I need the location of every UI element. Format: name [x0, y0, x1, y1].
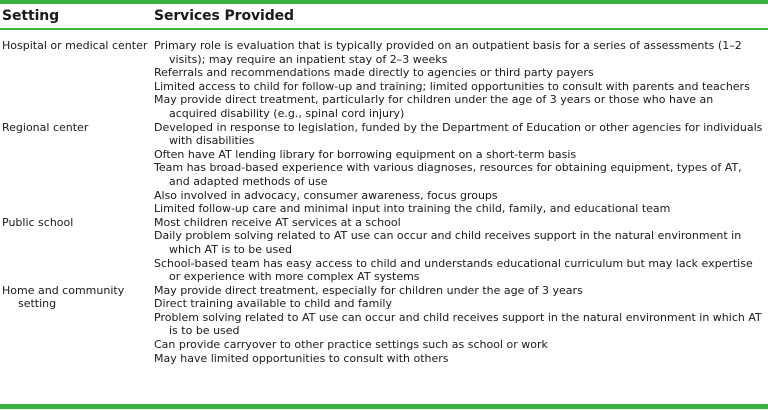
bottom-rule [0, 404, 768, 409]
service-item: Limited follow-up care and minimal input into training the child, family, and educational team [154, 202, 671, 216]
service-item: Developed in response to legislation, funded by the Department of Education or other agencies for individuals with disabilities [154, 120, 763, 148]
setting-name: Home and community setting [2, 283, 125, 311]
services-cell [150, 216, 768, 284]
service-item: May have limited opportunities to consult with others [154, 351, 449, 365]
header-rule [0, 28, 768, 30]
top-rule [0, 0, 768, 4]
setting-cell [0, 284, 150, 366]
table-row [0, 284, 768, 366]
service-item: Problem solving related to AT use can occur and child receives support in the natural environment in which AT is to be used [154, 310, 762, 338]
setting-cell [0, 216, 150, 284]
setting-name: Hospital or medical center [2, 39, 148, 52]
column-header-setting: Setting [2, 8, 60, 24]
table-row [0, 39, 768, 121]
setting-name: Regional center [2, 120, 89, 134]
service-item: Most children receive AT services at a school [154, 215, 401, 229]
column-header-services: Services Provided [154, 8, 294, 24]
service-item: May provide direct treatment, especially for children under the age of 3 years [154, 283, 583, 297]
setting-cell [0, 39, 150, 121]
setting-name: Public school [2, 215, 74, 229]
service-item: Daily problem solving related to AT use can occur and child receives support in the natural environment in which AT is to be used [154, 229, 742, 256]
service-item: Can provide carryover to other practice settings such as school or work [154, 338, 548, 352]
service-item: Limited access to child for follow-up and training; limited opportunities to consult with parents and teachers [154, 79, 750, 93]
table-row [0, 121, 768, 216]
service-item: School-based team has easy access to child and understands educational curriculum but may lack expertise or experience with more complex AT systems [154, 256, 753, 284]
table-body [0, 39, 768, 365]
services-cell [150, 121, 768, 216]
service-item: Also involved in advocacy, consumer awareness, focus groups [154, 188, 498, 202]
service-item: Primary role is evaluation that is typically provided on an outpatient basis for a series of assessments (1–2 visits); may require an inpatient stay of 2–3 weeks [154, 39, 742, 66]
services-cell [150, 39, 768, 121]
setting-cell [0, 121, 150, 216]
service-item: Referrals and recommendations made directly to agencies or third party payers [154, 66, 594, 80]
service-item: Direct training available to child and family [154, 297, 392, 311]
service-item: Team has broad-based experience with various diagnoses, resources for obtaining equipment, types of AT, and adapted methods of use [154, 161, 742, 188]
service-item: May provide direct treatment, particularly for children under the age of 3 years or those who have an acquired disability (e.g., spinal cord injury) [154, 93, 714, 120]
services-cell [150, 284, 768, 366]
service-item: Often have AT lending library for borrowing equipment on a short-term basis [154, 147, 577, 161]
table-row [0, 216, 768, 284]
